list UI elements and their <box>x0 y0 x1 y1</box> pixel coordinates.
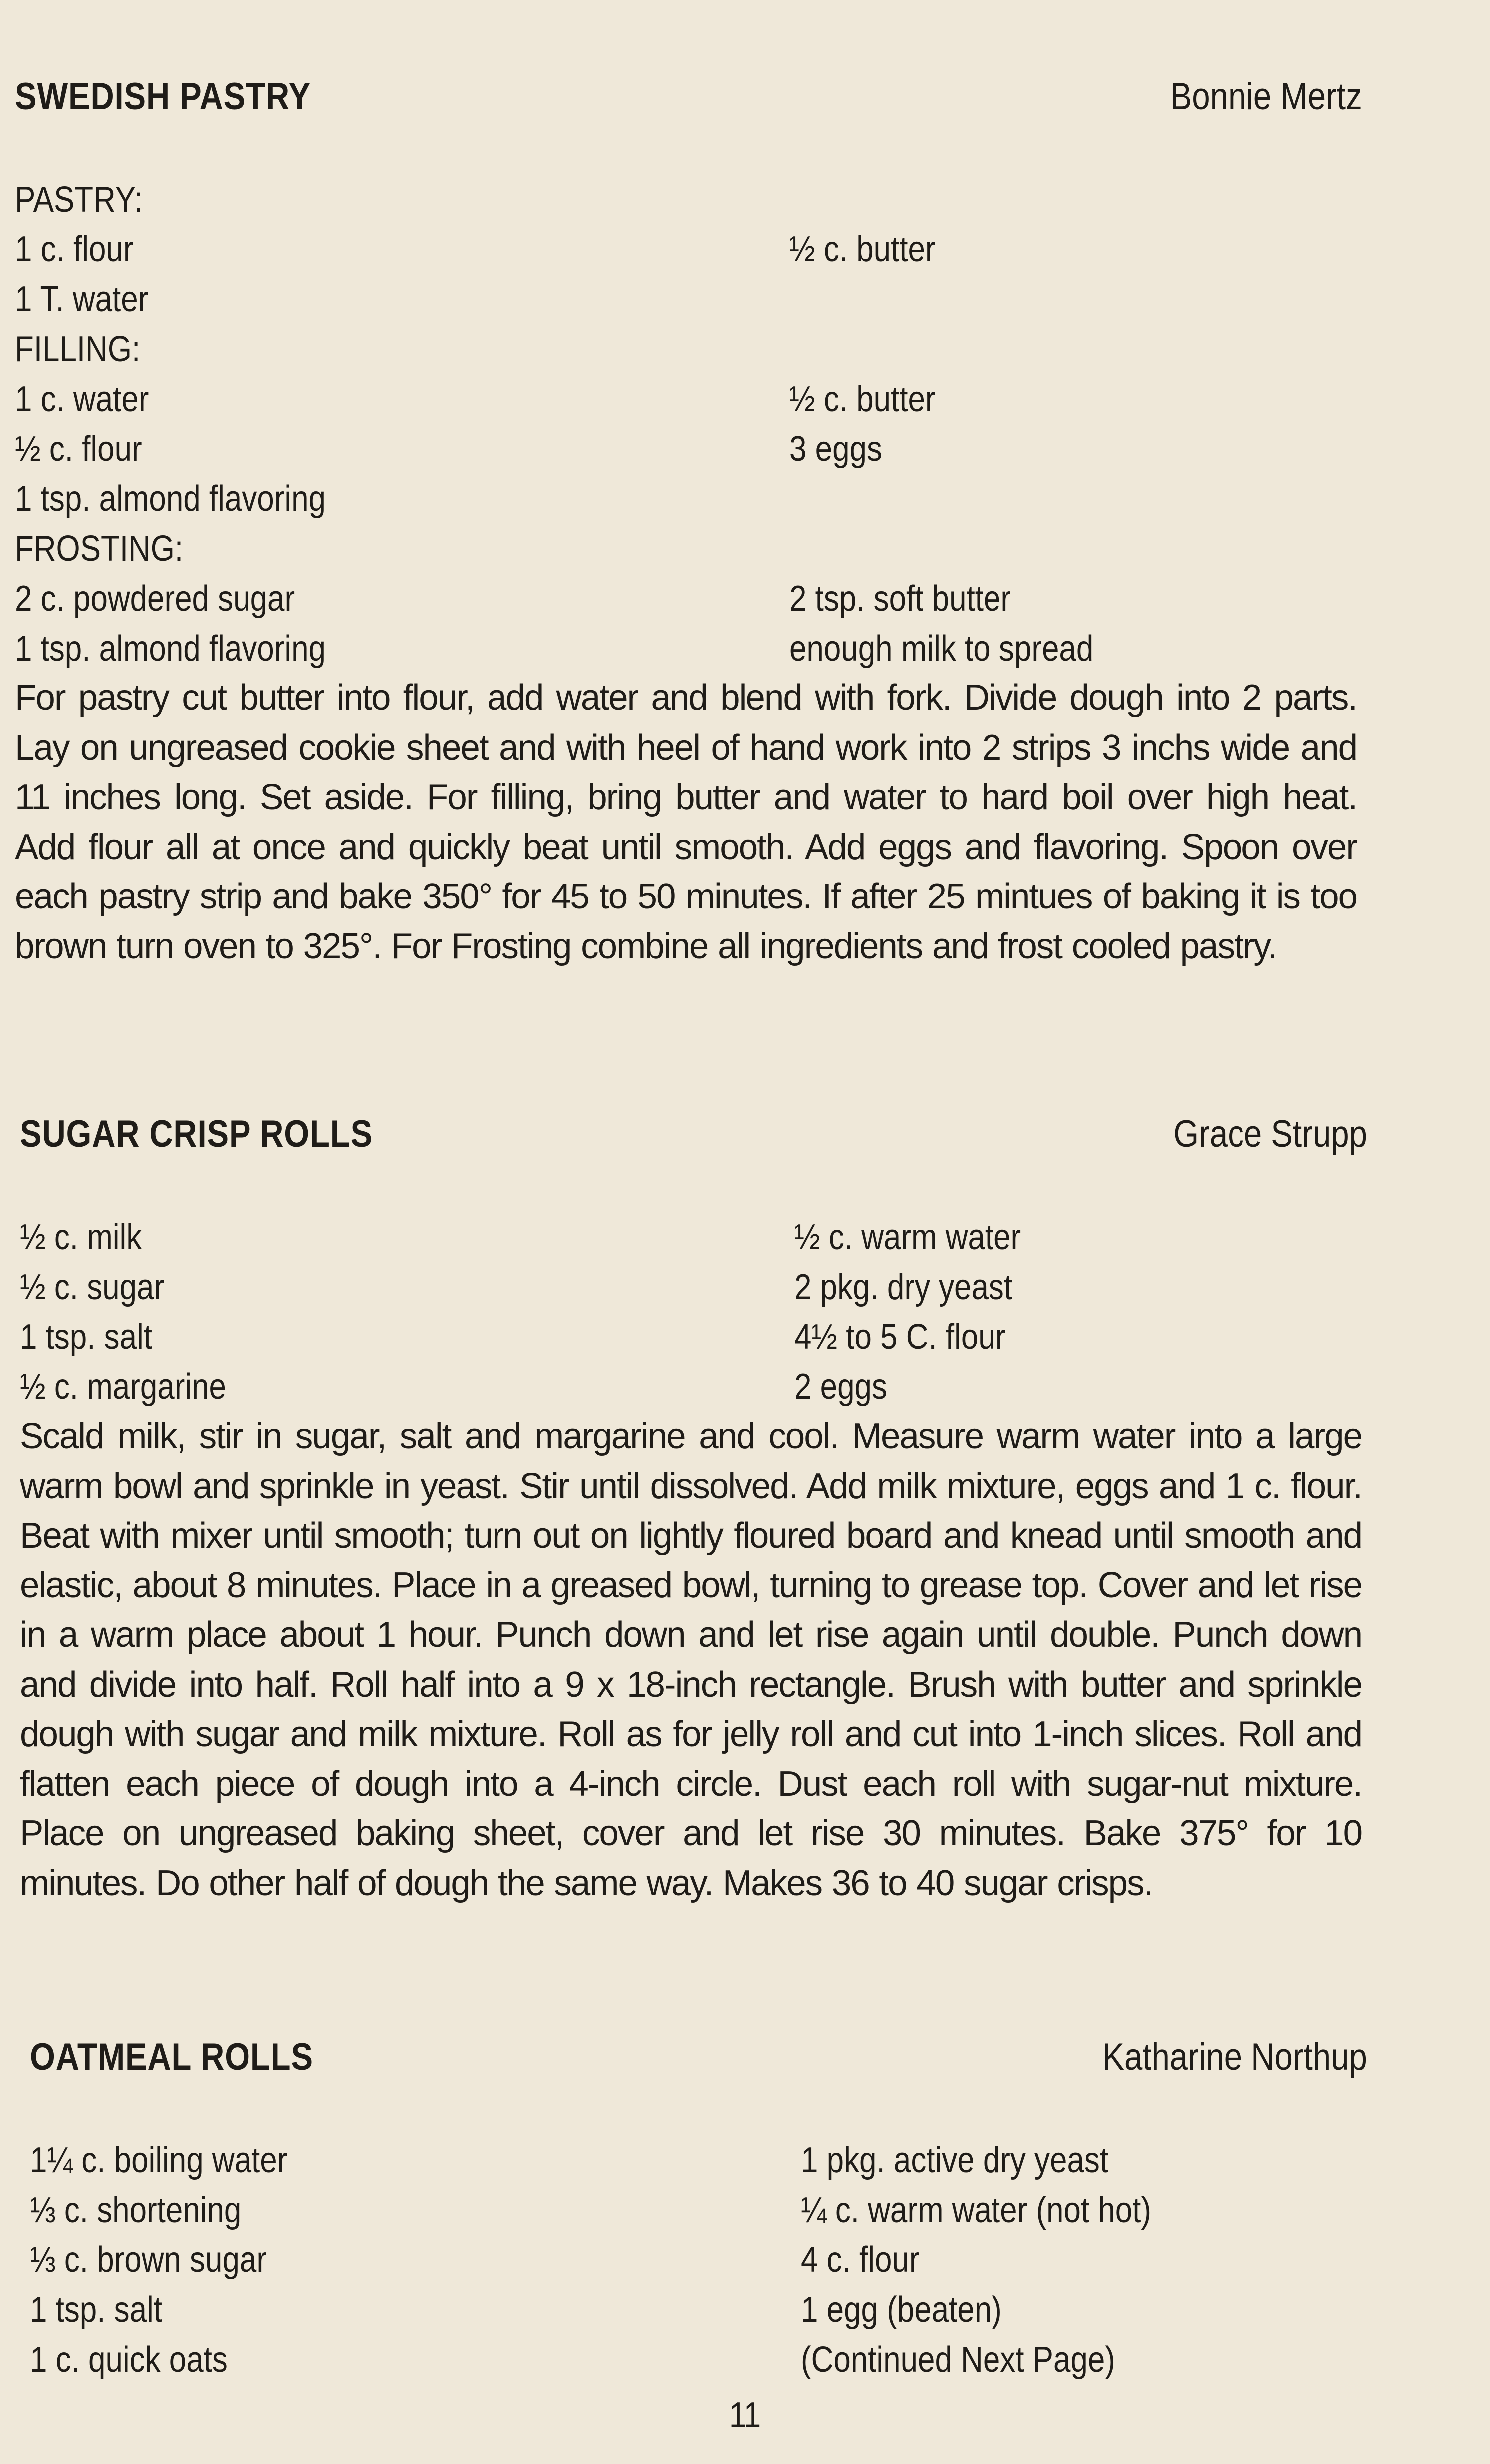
ingredient-row: ⅓ c. shortening ¼ c. warm water (not hot) <box>30 2190 1151 2230</box>
ingredient-row: 1¼ c. boiling water 1 pkg. active dry yeast <box>30 2140 1109 2180</box>
recipe-swedish-pastry <box>15 75 1362 971</box>
ingredient-row: ½ c. flour 3 eggs <box>15 429 882 469</box>
ingredient-row: 1 tsp. salt 4½ to 5 C. flour <box>20 1317 1006 1357</box>
recipe-title: SUGAR CRISP ROLLS <box>20 1113 373 1155</box>
ingredient-section-heading: FILLING: <box>15 329 141 369</box>
ingredient-row: 1 c. quick oats (Continued Next Page) <box>30 2340 1115 2380</box>
page-number: 11 <box>729 2395 761 2435</box>
ingredient-row: 1 T. water <box>15 279 149 319</box>
recipe-author: Bonnie Mertz <box>1170 75 1362 118</box>
recipe-sugar-crisp-rolls <box>20 1113 1367 1908</box>
recipe-title: SWEDISH PASTRY <box>15 75 311 118</box>
recipe-author: Grace Strupp <box>1173 1113 1367 1155</box>
ingredient-row: ½ c. margarine 2 eggs <box>20 1367 887 1407</box>
ingredient-row: 2 c. powdered sugar 2 tsp. soft butter <box>15 579 1011 619</box>
recipe-directions: Scald milk, stir in sugar, salt and margarine and cool. Measure warm water into a large warm bowl and sprinkle in yeast. Stir until dissolved. Add milk mixture, eggs and 1 c. flour. Beat with mixer until smooth; turn out on lightly floured board and knead until smooth and elastic, about 8 minutes. Place in a greased bowl, turning to grease top. Cover and let rise in a warm place about 1 hour. Punch down and let rise again until double. Punch down and divide into half. Roll half into a 9 x 18-inch rectangle. Brush with butter and sprinkle dough with sugar and milk mixture. Roll as for jelly roll and cut into 1-inch slices. Roll and flatten each piece of dough into a 4-inch circle. Dust each roll with sugar-nut mixture. Place on ungreased baking sheet, cover and let rise 30 minutes. Bake 375° for 10 minutes. Do other half of dough the same way. Makes 36 to 40 sugar crisps. <box>20 1416 1362 1903</box>
recipe-title: OATMEAL ROLLS <box>30 2036 313 2078</box>
recipe-author: Katharine Northup <box>1102 2036 1367 2078</box>
ingredient-row: 1 tsp. almond flavoring <box>15 479 326 519</box>
ingredient-row: 1 tsp. almond flavoring enough milk to spread <box>15 629 1094 669</box>
recipe-directions: For pastry cut butter into flour, add water and blend with fork. Divide dough into 2 parts. Lay on ungreased cookie sheet and with heel of hand work into 2 strips 3 inchs wide and 11 inches long. Set aside. For filling, bring butter and water to hard boil over high heat. Add flour all at once and quickly beat until smooth. Add eggs and flavoring. Spoon over each pastry strip and bake 350° for 45 to 50 minutes. If after 25 mintues of baking it is too brown turn oven to 325°. For Frosting combine all ingredients and frost cooled pastry. <box>15 678 1357 966</box>
ingredient-section-heading: PASTRY: <box>15 180 143 220</box>
recipe-oatmeal-rolls <box>30 2035 1367 2385</box>
ingredient-row: ½ c. milk ½ c. warm water <box>20 1217 1021 1257</box>
ingredient-section-heading: FROSTING: <box>15 529 184 569</box>
ingredient-row: 1 c. water ½ c. butter <box>15 379 936 419</box>
ingredient-row: ⅓ c. brown sugar 4 c. flour <box>30 2240 920 2280</box>
ingredient-row: 1 tsp. salt 1 egg (beaten) <box>30 2290 1002 2330</box>
ingredient-row: ½ c. sugar 2 pkg. dry yeast <box>20 1267 1013 1307</box>
ingredient-row: 1 c. flour ½ c. butter <box>15 229 936 269</box>
